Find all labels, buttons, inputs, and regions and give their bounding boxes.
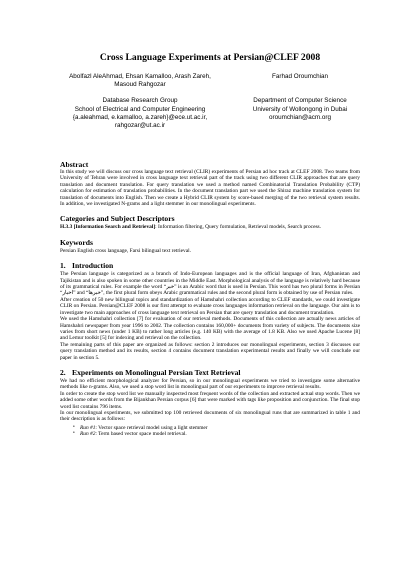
abstract-section [60,160,360,207]
university-name: University of Wollongong in Dubai [252,105,348,113]
paragraph: The Persian language is categorized as a branch of Indo-European languages and is the official language of Iran, Afghanistan and Tajikistan and is also spoken in some other countries in the Middle East. Morphological analysis of the language is relatively hard because of its grammatical rules. For example the word “خبر” is an Arabic word that is used in Persian. This word has two plural forms in Persian “اخبار” and “خبرها”, the first plural form obeys Arabic grammatical rules and the second plural form is obtained by use of Persian rules. [60,271,361,297]
run-list [60,425,360,438]
section-number: 2. [60,367,66,377]
categories-section [60,214,360,230]
run-description: : Term based vector space model retrieval. [95,431,187,438]
section-number: 1. [60,261,66,271]
section-title: Introduction [72,261,114,271]
list-item [80,431,360,438]
abstract-heading: Abstract [60,160,89,169]
paragraph: In our monolingual experiments, we submitted top 100 retrieved documents of six monolingual runs that are summarized in table 1 and their description is as follows: [60,409,360,423]
section-introduction [60,261,360,361]
section-heading [60,368,360,377]
list-item [80,425,360,432]
run-label: Run #2 [80,431,96,438]
section-monolingual [60,368,360,438]
paragraph: After creation of 50 new bilingual topics and standardization of Hamshahri collection according to CLEF standards, we could investigate CLIR on Persian. Persian@CLEF 2008 is our first attempt to evaluate cross languages information retrieval on the language. Our aim is to investigate two main approaches of cross language text retrieval on Persian that are query translation and document translation. [60,296,360,316]
run-label: Run #1 [80,424,96,431]
run-description: : Vector space retrieval model using a light stemmer [95,424,208,431]
author-affiliation-left [60,73,220,130]
paragraph: In order to create the stop word list we manually inspected most frequent words of the collection and extracted actual stop words. Then we added some other words from the Bijankhan Persian corpus [6] that were marked with tags like proposition and conjunction. The final stop word list contains 796 items. [60,390,360,410]
school-name: School of Electrical and Computer Engineering [74,105,206,113]
section-title: Experiments on Monolingual Persian Text Retrieval [72,367,241,377]
department-name: Department of Computer Science [253,97,347,105]
author-name: Farhad Oroumchian [272,73,328,80]
paragraph: We used the Hamshahri collection [7] for evaluation of our retrieval methods. Documents of this collection are actually news articles of Hamshahri newspaper from year 1996 to 2002. The collection contains 160,000+ documents from variety of subjects. The documents size varies from short news (under 1 KB) to rather long articles (e.g. 140 KB) with the average of 1.8 KB. Also we used Apache Lucene [8] and Lemur toolkit [5] for indexing and retrieval on the collection. [60,316,360,342]
author-email: oroumchian@acm.org [268,113,332,121]
keywords-section [60,238,360,254]
categories-heading: Categories and Subject Descriptors [60,214,175,224]
author-names: Abolfazl AleAhmad, Ehsan Kamalloo, Arash Zareh, Masoud Rahgozar [69,73,211,89]
categories-code: H.3.3 [Information Search and Retrieval] [60,224,156,231]
paper-body [60,160,360,438]
keywords-text: Persian English cross language, Farsi bilingual text retrieval. [60,247,191,254]
section-heading [60,261,360,270]
categories-description: : Information filtering, Query formulation, Retrieval models, Search process. [155,224,322,231]
author-emails: {a.aleahmad, e.kamalloo, a.zareh}@ece.ut.ac.ir, [72,113,208,121]
categories-text [60,224,360,230]
research-group: Database Research Group [102,97,178,105]
keywords-heading: Keywords [60,237,93,247]
paragraph: The remaining parts of this paper are organized as follows: section 2 introduces our monolingual experiments, section 3 discusses our query translation method and its results, section 4 contains document translation experimental results and finally we will conclude our paper in section 5. [60,341,360,361]
author-email-2: rahgozar@ut.ac.ir [114,122,166,130]
author-affiliation-right [240,73,360,122]
paragraph: We had no efficient morphological analyzer for Persian, so in our monolingual experiments we tried to investigate some alternative methods like n-grams. Also, we used a stop word list in monolingual part of our experiments to improve retrieval results. [60,377,360,391]
abstract-text: In this study we will discuss our cross language text retrieval (CLIR) experiments of Persian ad hoc track at CLEF 2008. Two teams from University of Tehran were involved in cross language text retrieval part of the track using two different CLIR approaches that are query translation and document translation. For query translation we used a method named Combinatorial Translation Probability (CTP) calculation for estimation of translation probabilities. In the document translation part we used the Shiraz machine translation system for translation of documents into English. Then we create a Hybrid CLIR system by score-based merging of the two retrieval system results. In addition, we investigated N-grams and a light stemmer in our monolingual experiments. [60,169,360,208]
paper-title: Cross Language Experiments at Persian@CLEF 2008 [99,52,321,63]
